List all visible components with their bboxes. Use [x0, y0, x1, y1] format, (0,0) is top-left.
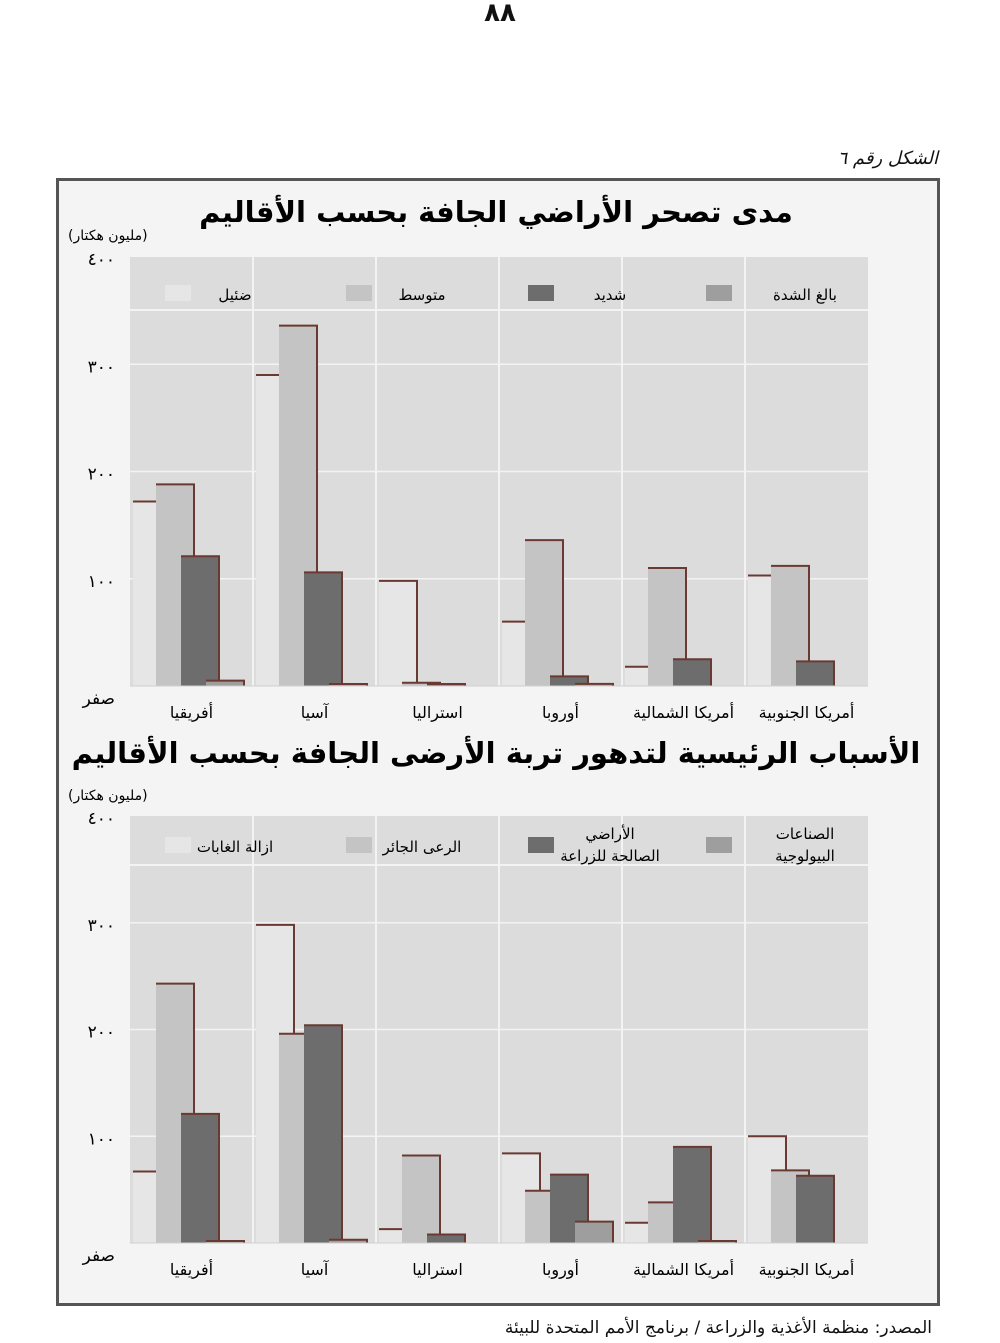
legend-swatch [528, 837, 554, 853]
legend-swatch [346, 285, 372, 301]
x-category-label: أفريقيا [169, 1260, 214, 1279]
bar [575, 1222, 613, 1243]
chart-title: مدى تصحر الأراضي الجافة بحسب الأقاليم [199, 195, 793, 229]
x-category-label: أمريكا الشمالية [632, 703, 735, 722]
x-category-label: أمريكا الشمالية [632, 1260, 735, 1279]
bar [673, 1147, 711, 1243]
legend-label: ضئيل [218, 286, 252, 304]
legend-swatch [706, 837, 732, 853]
y-tick-label: صفر [82, 1246, 115, 1266]
bar [796, 661, 834, 686]
figure-label: الشكل رقم ٦ [837, 148, 938, 169]
bar [181, 556, 219, 686]
source-note: المصدر: منظمة الأغذية والزراعة / برنامج الأمم المتحدة للبيئة [504, 1318, 932, 1338]
page-number: ٨٨ [484, 0, 516, 28]
bar [304, 1025, 342, 1243]
y-tick-label: ٢٠٠ [87, 1022, 115, 1043]
y-tick-label: ١٠٠ [87, 1129, 115, 1150]
y-tick-label: ٣٠٠ [87, 915, 115, 936]
y-tick-label: ٤٠٠ [87, 250, 115, 270]
legend-swatch [165, 285, 191, 301]
x-category-label: آسيا [300, 703, 329, 722]
y-tick-label: صفر [82, 689, 115, 709]
legend-label: ازالة الغابات [196, 838, 274, 856]
legend-label: الصناعات [775, 825, 835, 843]
x-category-label: أفريقيا [169, 703, 214, 722]
bar [427, 1234, 465, 1243]
y-tick-label: ٤٠٠ [87, 809, 115, 829]
chart-title: الأسباب الرئيسية لتدهور تربة الأرضى الجافة بحسب الأقاليم [71, 736, 921, 770]
x-category-label: استراليا [412, 703, 463, 722]
legend-swatch [165, 837, 191, 853]
legend-swatch [528, 285, 554, 301]
bar [796, 1176, 834, 1243]
legend-label: الصالحة للزراعة [560, 847, 660, 865]
legend-label: الرعى الجائر [382, 838, 462, 856]
y-tick-label: ٢٠٠ [87, 464, 115, 485]
y-axis-unit-label: (مليون هكتار) [68, 788, 148, 804]
x-category-label: آسيا [300, 1260, 329, 1279]
x-category-label: أمريكا الجنوبية [758, 1260, 855, 1279]
bar [673, 659, 711, 686]
legend-label: متوسط [398, 286, 446, 304]
bar [525, 540, 563, 686]
bar [402, 1155, 440, 1243]
x-category-label: أوروبا [542, 703, 579, 722]
bar [181, 1114, 219, 1243]
legend-swatch [706, 285, 732, 301]
legend-label: البيولوجية [775, 847, 835, 865]
legend-label: الأراضي [585, 825, 635, 843]
legend-swatch [346, 837, 372, 853]
y-axis-unit-label: (مليون هكتار) [68, 228, 148, 244]
legend-label: بالغ الشدة [773, 286, 837, 304]
x-category-label: استراليا [412, 1260, 463, 1279]
x-category-label: أوروبا [542, 1260, 579, 1279]
x-category-label: أمريكا الجنوبية [758, 703, 855, 722]
bar [304, 572, 342, 686]
y-tick-label: ١٠٠ [87, 571, 115, 592]
y-tick-label: ٣٠٠ [87, 357, 115, 378]
legend-label: شديد [593, 286, 627, 304]
bar [379, 581, 417, 686]
